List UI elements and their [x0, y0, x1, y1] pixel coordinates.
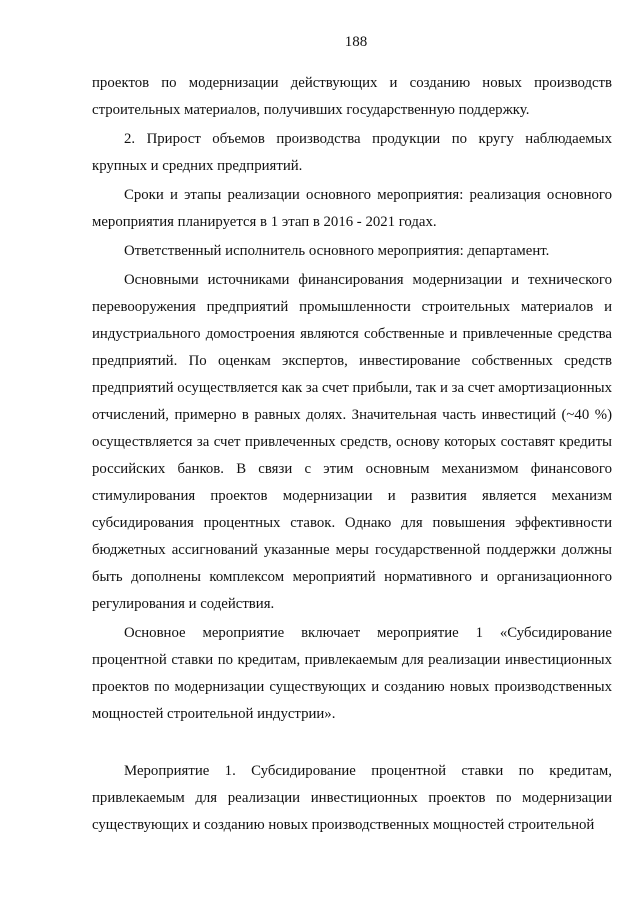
page-number: 188: [344, 34, 368, 50]
paragraph-financing: Основными источниками финансирования модернизации и технического перевооружения предприятий промышленности строительных материалов и индустриального домостроения являются собственные и привлеченные средства предприятий. По оценкам экспертов, инвестирование собственных средств предприятий осуществляется как за счет прибыли, так и за счет амортизационных отчислений, примерно в равных долях. Значительная часть инвестиций (~40 %) осуществляется за счет привлеченных средств, основу которых составят кредиты российских банков. В связи с этим основным механизмом финансового стимулирования проектов модернизации и развития является механизм субсидирования процентных ставок. Однако для повышения эффективности бюджетных ассигнований указанные меры государственной поддержки должны быть дополнены комплексом мероприятий нормативного и организационного регулирования и содействия.: [92, 272, 612, 612]
paragraph-activity-1: Мероприятие 1. Субсидирование процентной ставки по кредитам, привлекаемым для реализации инвестиционных проектов по модернизации существующих и созданию новых производственных мощностей строительной: [92, 763, 612, 833]
paragraph-main-activity: Основное мероприятие включает мероприятие 1 «Субсидирование процентной ставки по кредитам, привлекаемым для реализации инвестиционных проектов по модернизации существующих и созданию новых производственных мощностей строительной индустрии».: [92, 625, 612, 722]
paragraph-continuation: проектов по модернизации действующих и созданию новых производств строительных материалов, получивших государственную поддержку.: [92, 75, 612, 118]
paragraph-timeline: Сроки и этапы реализации основного мероприятия: реализация основного мероприятия планируется в 1 этап в 2016 - 2021 годах.: [92, 187, 612, 230]
paragraph-indicator-2: 2. Прирост объемов производства продукции по кругу наблюдаемых крупных и средних предприятий.: [92, 131, 612, 174]
paragraph-responsible: Ответственный исполнитель основного мероприятия: департамент.: [124, 243, 550, 259]
